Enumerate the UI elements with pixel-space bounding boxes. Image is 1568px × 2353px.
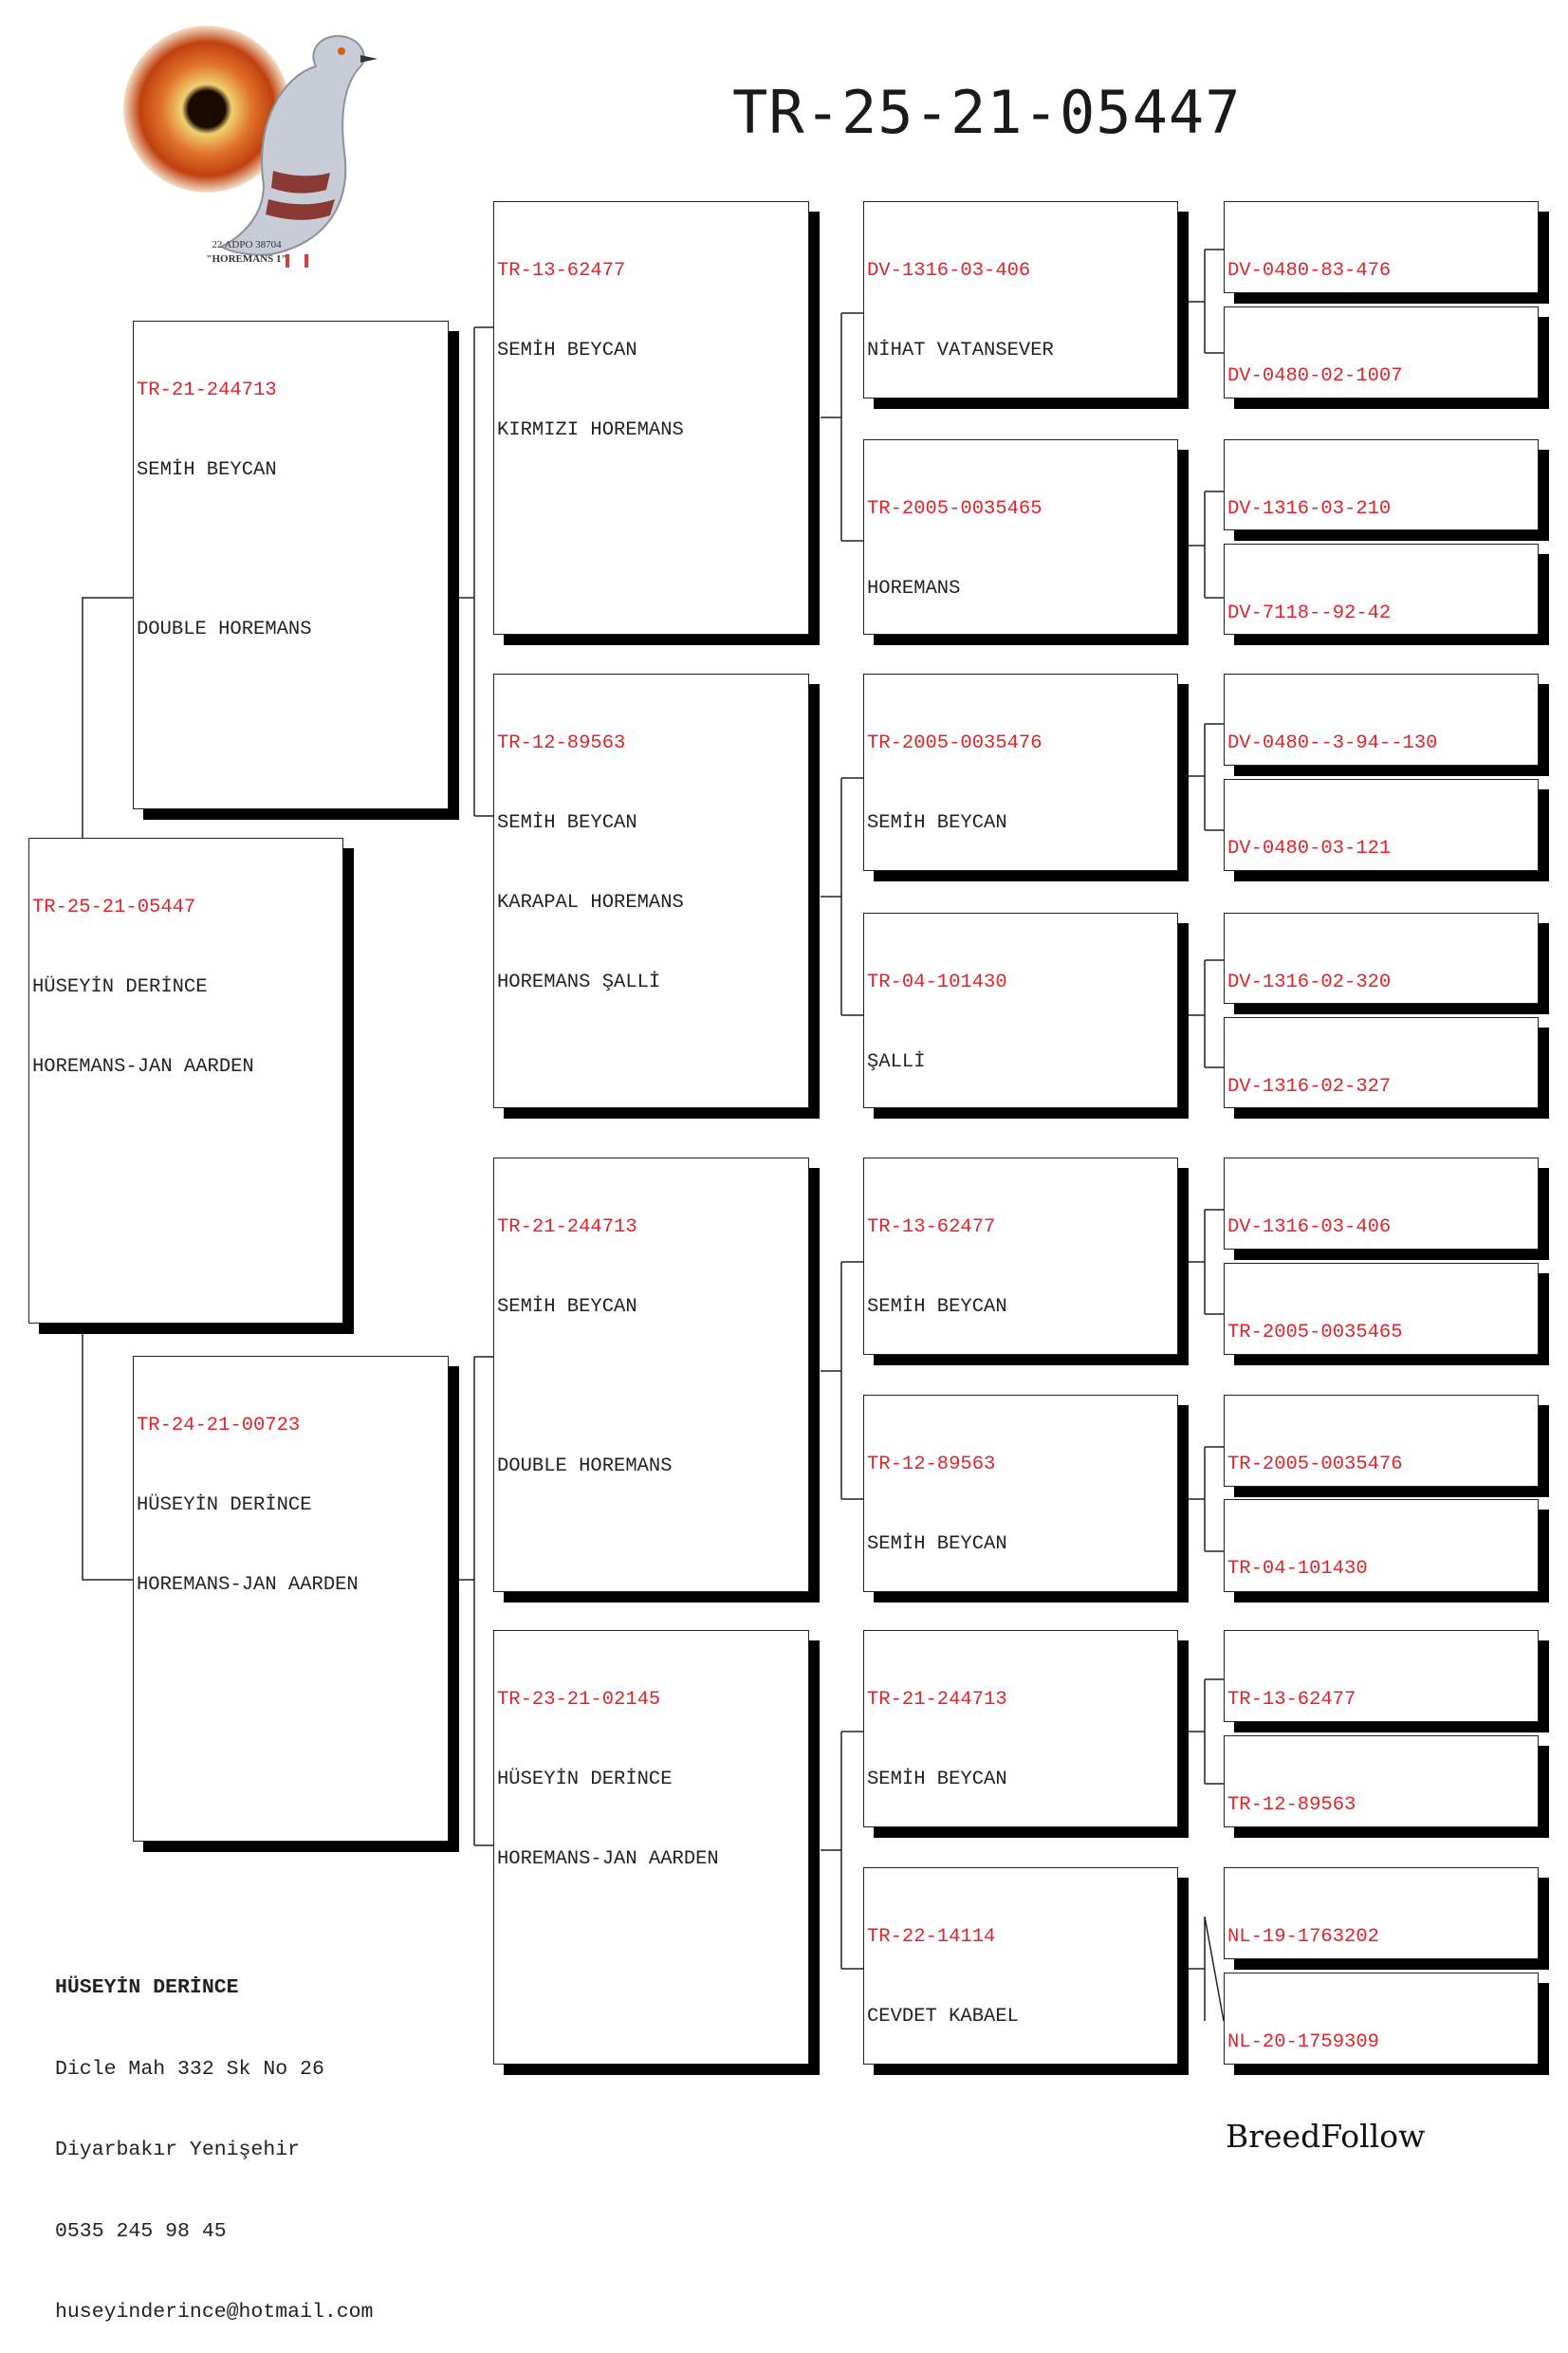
- ring-number: TR-12-89563: [1227, 1794, 1356, 1816]
- card-line: HOREMANS-JAN AARDEN: [137, 1574, 359, 1596]
- ring-number: DV-1316-03-406: [867, 260, 1031, 282]
- pigeon-card-gen4[interactable]: [1224, 439, 1539, 530]
- page-title: TR-25-21-05447: [732, 78, 1242, 147]
- ring-number: TR-2005-0035465: [867, 498, 1042, 520]
- ring-number: TR-2005-0035476: [1227, 1454, 1403, 1475]
- logo-caption-2: "HOREMANS 1": [206, 253, 287, 265]
- pigeon-card-gen4[interactable]: [1224, 913, 1539, 1004]
- card-line: SEMİH BEYCAN: [497, 1296, 637, 1318]
- ring-number: TR-13-62477: [1227, 1689, 1356, 1711]
- ring-number: TR-21-244713: [867, 1689, 1007, 1711]
- address-line-2: Diyarbakır Yenişehir: [55, 2139, 301, 2161]
- ring-number: TR-24-21-00723: [137, 1415, 301, 1436]
- pigeon-card-gen2[interactable]: [493, 1630, 809, 2065]
- pigeon-card-gen4[interactable]: [1224, 1017, 1539, 1108]
- pigeon-card-gen3[interactable]: [863, 1630, 1178, 1827]
- email-address[interactable]: huseyinderince@hotmail.com: [55, 2301, 374, 2324]
- logo-caption-1: 22 ADPO 38704: [212, 239, 282, 250]
- card-line: ŞALLİ: [867, 1051, 926, 1073]
- phone-number: 0535 245 98 45: [55, 2219, 227, 2243]
- pigeon-card-gen4[interactable]: [1224, 306, 1539, 398]
- card-line: HÜSEYİN DERİNCE: [32, 976, 208, 998]
- card-line: HÜSEYİN DERİNCE: [497, 1769, 673, 1790]
- ring-number: TR-22-14114: [867, 1926, 996, 1948]
- pigeon-card-gen2[interactable]: [493, 201, 809, 635]
- pigeon-card-father[interactable]: [133, 321, 449, 809]
- pigeon-card-gen4[interactable]: [1224, 1158, 1539, 1250]
- ring-number: TR-2005-0035465: [1227, 1322, 1403, 1343]
- pigeon-card-gen4[interactable]: [1224, 1735, 1539, 1827]
- ring-number: TR-21-244713: [497, 1216, 637, 1238]
- ring-number: DV-0480--3-94--130: [1227, 732, 1438, 754]
- pigeon-card-gen4[interactable]: [1224, 544, 1539, 635]
- ring-number: TR-12-89563: [497, 732, 626, 754]
- ring-number: DV-1316-03-210: [1227, 498, 1392, 520]
- card-line: SEMİH BEYCAN: [867, 1769, 1007, 1790]
- card-line: HOREMANS-JAN AARDEN: [32, 1056, 254, 1078]
- pigeon-card-gen4[interactable]: [1224, 779, 1539, 871]
- pigeon-card-gen4[interactable]: [1224, 1499, 1539, 1592]
- breeder-contact: [55, 1920, 491, 2353]
- pigeon-card-gen4[interactable]: [1224, 674, 1539, 766]
- card-line: [497, 1374, 804, 1400]
- pigeon-eye-logo: [102, 9, 391, 294]
- card-line: HÜSEYİN DERİNCE: [137, 1494, 312, 1516]
- pigeon-card-gen3[interactable]: [863, 439, 1178, 635]
- card-line: SEMİH BEYCAN: [867, 812, 1007, 834]
- ring-number: DV-1316-03-406: [1227, 1216, 1392, 1238]
- ring-number: NL-19-1763202: [1227, 1926, 1379, 1948]
- pigeon-card-gen3[interactable]: [863, 1158, 1178, 1355]
- ring-number: DV-1316-02-320: [1227, 972, 1392, 993]
- card-line: DOUBLE HOREMANS: [137, 619, 312, 640]
- pigeon-card-subject[interactable]: [28, 838, 343, 1324]
- ring-number: DV-0480-02-1007: [1227, 365, 1403, 387]
- ring-number: NL-20-1759309: [1227, 2031, 1379, 2053]
- card-line: [137, 537, 444, 564]
- breeder-name: HÜSEYİN DERİNCE: [55, 1976, 239, 1999]
- pigeon-card-gen3[interactable]: [863, 1867, 1178, 2065]
- ring-number: TR-23-21-02145: [497, 1689, 661, 1711]
- ring-number: TR-12-89563: [867, 1454, 996, 1475]
- card-line: HOREMANS ŞALLİ: [497, 972, 661, 993]
- pigeon-card-gen3[interactable]: [863, 913, 1178, 1108]
- pigeon-card-gen4[interactable]: [1224, 1395, 1539, 1487]
- ring-number: DV-7118--92-42: [1227, 602, 1392, 624]
- ring-number: DV-1316-02-327: [1227, 1076, 1392, 1098]
- card-line: SEMİH BEYCAN: [867, 1296, 1007, 1318]
- card-line: NİHAT VATANSEVER: [867, 340, 1054, 361]
- ring-number: TR-25-21-05447: [32, 897, 196, 918]
- ring-number: TR-21-244713: [137, 380, 277, 401]
- card-line: SEMİH BEYCAN: [497, 812, 637, 834]
- pigeon-card-gen2[interactable]: [493, 674, 809, 1108]
- pigeon-icon: [102, 9, 391, 294]
- card-line: KARAPAL HOREMANS: [497, 892, 684, 914]
- ring-number: TR-13-62477: [867, 1216, 996, 1238]
- pigeon-card-mother[interactable]: [133, 1356, 449, 1842]
- card-line: HOREMANS: [867, 578, 961, 600]
- card-line: SEMİH BEYCAN: [497, 340, 637, 361]
- ring-number: DV-0480-03-121: [1227, 838, 1392, 860]
- pigeon-card-gen3[interactable]: [863, 674, 1178, 871]
- pigeon-card-gen4[interactable]: [1224, 1630, 1539, 1722]
- ring-number: TR-04-101430: [1227, 1558, 1368, 1580]
- pigeon-card-gen4[interactable]: [1224, 1867, 1539, 1959]
- card-line: DOUBLE HOREMANS: [497, 1455, 673, 1477]
- pigeon-card-gen3[interactable]: [863, 201, 1178, 398]
- pigeon-card-gen3[interactable]: [863, 1395, 1178, 1592]
- ring-number: TR-13-62477: [497, 260, 626, 282]
- card-line: CEVDET KABAEL: [867, 2006, 1019, 2028]
- ring-number: TR-04-101430: [867, 972, 1007, 993]
- card-line: SEMİH BEYCAN: [137, 459, 277, 481]
- footer-brand: BreedFollow: [1226, 2118, 1426, 2155]
- address-line-1: Dicle Mah 332 Sk No 26: [55, 2057, 324, 2081]
- card-line: SEMİH BEYCAN: [867, 1533, 1007, 1555]
- ring-number: TR-2005-0035476: [867, 732, 1042, 754]
- ring-number: DV-0480-83-476: [1227, 260, 1392, 282]
- pigeon-card-gen2[interactable]: [493, 1158, 809, 1592]
- card-line: HOREMANS-JAN AARDEN: [497, 1848, 719, 1870]
- pigeon-card-gen4[interactable]: [1224, 1973, 1539, 2065]
- card-line: KIRMIZI HOREMANS: [497, 419, 684, 441]
- pigeon-card-gen4[interactable]: [1224, 201, 1539, 293]
- pigeon-card-gen4[interactable]: [1224, 1263, 1539, 1355]
